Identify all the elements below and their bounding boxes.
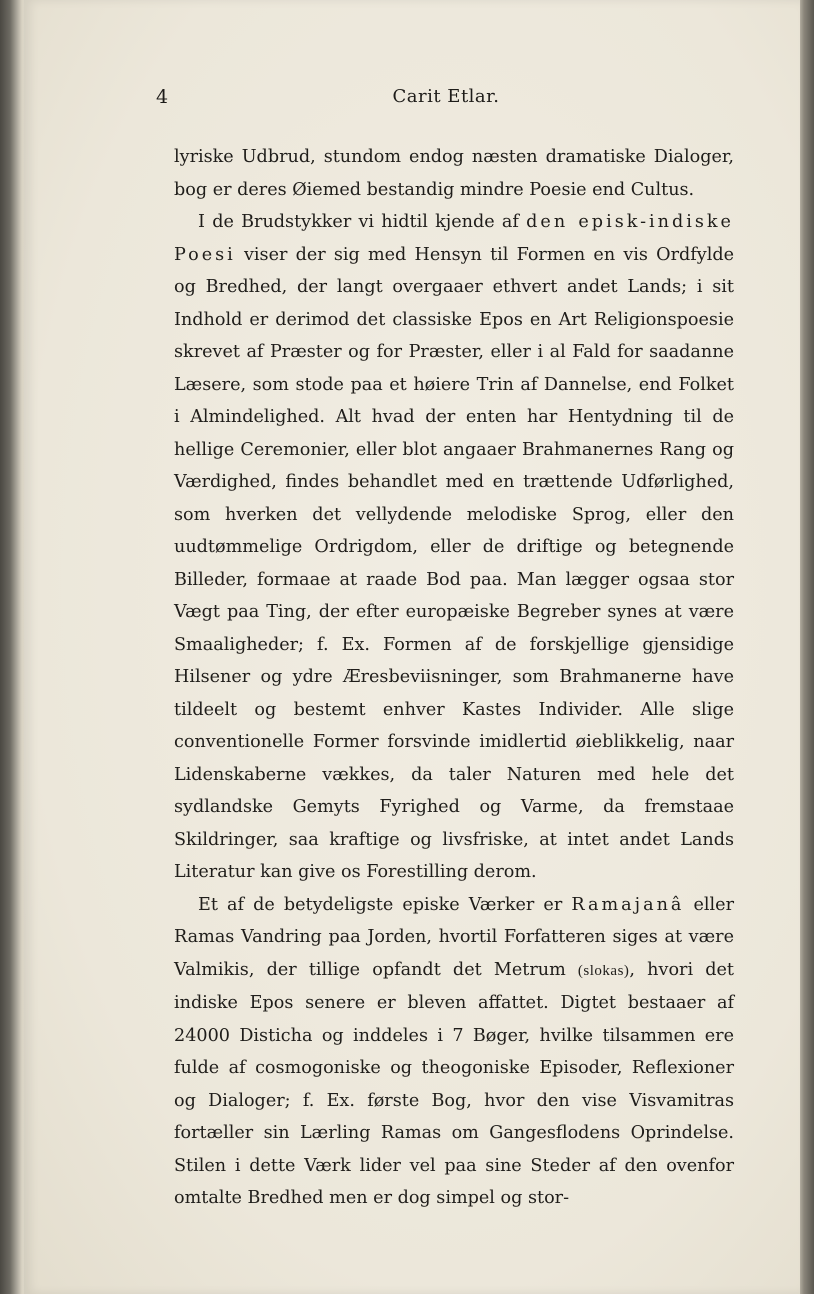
paragraph-3-lead: Et af de betydeligste episke Værker er (198, 894, 572, 915)
spaced-term-epic-poetry: den episk-indiske Poesi (174, 212, 734, 265)
paragraph-2-rest: viser der sig med Hensyn til Formen en vis Ordfylde og Bredhed, der langt overgaaer ethvert andet Lands; i sit Indhold er derimod det classiske Epos en Art Religionspoesie skrevet af Præster og for Præster, eller i al Fald for saadanne Læsere, som stode paa et høiere Trin af Dannelse, end Folket i Almindelighed. Alt hvad der enten har Hentydning til de hellige Ceremonier, eller blot angaaer Brahmanernes Rang og Værdighed, findes behandlet med en trættende Udførlighed, som hverken det vellydende melodiske Sprog, eller den uudtømmelige Ordrigdom, eller de driftige og betegnende Billeder, formaae at raade Bod paa. Man lægger ogsaa stor Vægt paa Ting, der efter europæiske Begreber synes at være Smaaligheder; f. Ex. Formen af de forskjellige gjensidige Hilsener og ydre Æresbeviisninger, som Brahmanerne have tildeelt og bestemt enhver Kastes Individer. Alle slige conventionelle Former forsvinde imidlertid øieblikkelig, naar Lidenskaberne vækkes, da taler Naturen med hele det sydlandske Gemyts Fyrighed og Varme, da fremstaae Skildringer, saa kraftige og livsfriske, at intet andet Lands Literatur kan give os Forestilling derom. (174, 244, 734, 882)
spaced-term-ramajana: Ramajanâ (571, 894, 685, 915)
paragraph-2 (174, 206, 734, 889)
paragraph-3 (174, 889, 734, 1215)
paragraph-1 (174, 141, 734, 206)
page-header (156, 86, 736, 114)
running-head: Carit Etlar. (392, 86, 500, 107)
paragraph-2-lead: I de Brudstykker vi hidtil kjende af (198, 212, 527, 232)
antiqua-term-slokas: (slokas) (577, 962, 630, 979)
paragraph-3-middle: eller Ramas Vandring paa Jorden, hvortil Forfatteren siges at være Valmikis, der tillige opfandt det Metrum (174, 894, 734, 980)
body-text (174, 141, 734, 1215)
book-page (24, 0, 800, 1294)
paragraph-3-rest: , hvori det indiske Epos senere er bleven affattet. Digtet bestaaer af 24000 Disticha og inddeles i 7 Bøger, hvilke tilsammen ere fulde af cosmogoniske og theogoniske Episoder, Reflexioner og Dialoger; f. Ex. første Bog, hvor den vise Visvamitras fortæller sin Lærling Ramas om Gangesflodens Oprindelse. Stilen i dette Værk lider vel paa sine Steder af den ovenfor omtalte Bredhed men er dog simpel og stor- (174, 959, 734, 1208)
page-number: 4 (156, 86, 169, 108)
paragraph-1-text: lyriske Udbrud, stundom endog næsten dramatiske Dialoger, bog er deres Øiemed bestandig mindre Poesie end Cultus. (174, 147, 734, 200)
